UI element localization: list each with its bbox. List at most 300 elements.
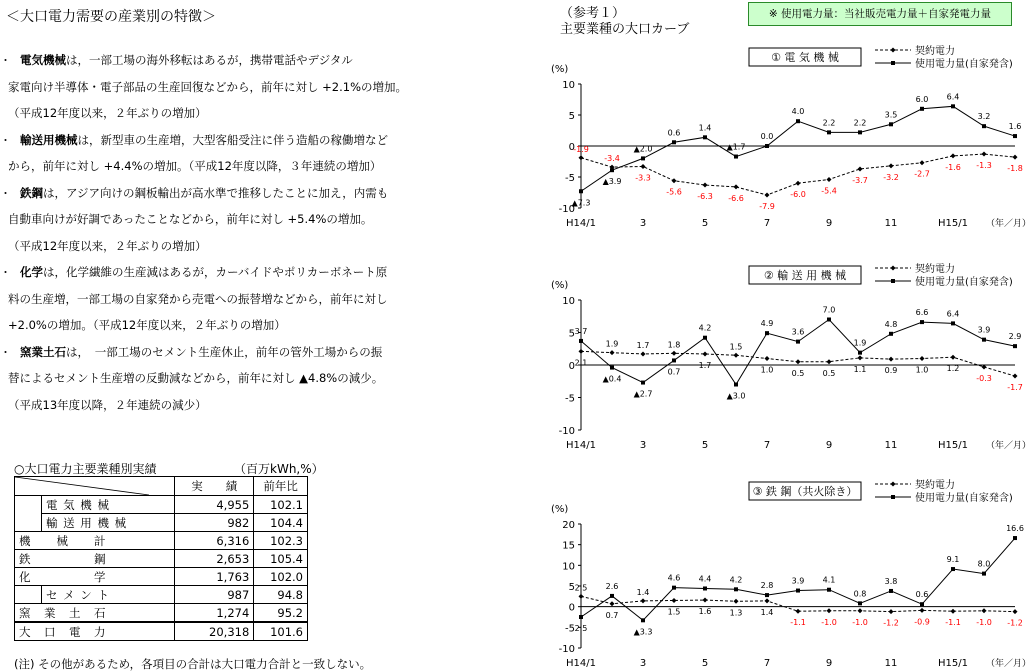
table-note: (注) その他があるため，各項目の合計は大口電力合計と一致しない。 (14, 657, 372, 671)
contract-data-label: -1.2 (883, 618, 899, 628)
table-row (15, 568, 308, 586)
contract-point (796, 181, 801, 186)
usage-point (703, 336, 707, 340)
usage-data-label: 4.8 (884, 319, 898, 329)
paragraph-line (0, 264, 388, 280)
x-axis-label: （年／月） (985, 441, 1031, 451)
contract-point (920, 608, 925, 613)
row-value: 1,274 (175, 604, 254, 623)
paragraph-line (0, 344, 383, 360)
chart-electrical-machinery (545, 44, 1034, 242)
usage-data-label: 4.2 (729, 575, 743, 585)
diagonal-line (15, 477, 149, 495)
usage-data-label: 0.7 (667, 367, 681, 377)
usage-point (672, 586, 676, 590)
contract-point (796, 359, 801, 364)
row-label: 電 気 機 械 (42, 496, 175, 514)
usage-point (641, 156, 645, 160)
y-tick-label: 10 (562, 561, 575, 573)
x-tick-label: H15/1 (938, 218, 968, 229)
usage-point (765, 144, 769, 148)
row-label: 大 口 電 力 (15, 622, 175, 641)
contract-data-label: -1.0 (852, 617, 868, 627)
usage-data-label: 4.0 (791, 107, 805, 117)
legend-usage-label: 使用電力量(自家発含) (915, 277, 1013, 288)
usage-point (610, 594, 614, 598)
usage-point (920, 320, 924, 324)
x-tick-label: H14/1 (566, 218, 596, 229)
paragraph-line (8, 397, 207, 413)
x-tick-label: 9 (825, 658, 833, 669)
contract-data-label: -6.3 (697, 192, 713, 202)
contract-point (641, 598, 646, 603)
row-ratio: 105.4 (254, 550, 308, 568)
contract-point (920, 160, 925, 165)
row-value: 1,763 (175, 568, 254, 586)
legend-contract-label: 契約電力 (915, 480, 955, 491)
contract-point (672, 351, 677, 356)
x-tick-label: 11 (884, 658, 898, 669)
row-ratio: 102.3 (254, 532, 308, 550)
usage-point (920, 107, 924, 111)
y-tick-label: -5 (565, 623, 575, 635)
y-tick-label: -10 (558, 426, 575, 437)
paragraph-text: から，前年に対し +4.4%の増加。（平成12年度以降，３年連続の増加） (8, 159, 382, 173)
bullet-mark: ・ (0, 186, 11, 200)
indent-cell (15, 586, 42, 604)
usage-point (889, 332, 893, 336)
usage-data-label: 4.6 (667, 573, 681, 583)
x-tick-label: 5 (701, 218, 709, 229)
x-tick-label: 11 (884, 440, 898, 451)
contract-point (765, 192, 770, 197)
row-label: セ メ ン ト (42, 586, 175, 604)
usage-point (858, 130, 862, 134)
paragraphs (0, 52, 540, 442)
usage-point (858, 351, 862, 355)
page-title: ＜大口電力需要の産業別の特徴＞ (6, 9, 216, 25)
paragraph-line (8, 291, 388, 307)
header-ratio: 前年比 (254, 477, 308, 496)
usage-point (827, 318, 831, 322)
usage-point (796, 119, 800, 123)
contract-data-label: -3.2 (883, 172, 899, 182)
usage-data-label: 4.9 (760, 319, 774, 329)
contract-point (765, 598, 770, 603)
contract-data-label: -3.3 (635, 173, 651, 183)
usage-data-label: 2.9 (1008, 332, 1022, 342)
usage-point (703, 586, 707, 590)
usage-data-label: 9.1 (946, 555, 960, 565)
legend-usage-label: 使用電力量(自家発含) (915, 59, 1013, 70)
usage-data-label: ▲2.7 (633, 389, 653, 399)
x-tick-label: H15/1 (938, 440, 968, 451)
row-value: 6,316 (175, 532, 254, 550)
usage-data-label: 3.7 (574, 326, 588, 336)
row-ratio: 102.1 (254, 496, 308, 514)
usage-point (1013, 536, 1017, 540)
x-tick-label: 3 (639, 218, 647, 229)
note-badge: ※ 使用電力量：当社販売電力量＋自家発電力量 (748, 2, 1012, 26)
usage-data-label: 0.6 (667, 128, 681, 138)
contract-data-label: -1.6 (945, 162, 961, 172)
usage-data-label: 0.8 (853, 589, 867, 599)
usage-data-label: 1.9 (853, 338, 867, 348)
chart-title: ② 輸 送 用 機 械 (763, 269, 847, 282)
contract-point (889, 163, 894, 168)
chart-steel (545, 478, 1034, 672)
x-tick-label: 9 (825, 218, 833, 229)
chart-transport-machinery (545, 262, 1034, 458)
y-tick-label: -10 (558, 644, 575, 655)
table-row (15, 496, 308, 514)
paragraph-text: （平成13年度以降，２年連続の減少） (8, 397, 207, 412)
contract-point (796, 609, 801, 614)
contract-data-label: 0.5 (822, 368, 836, 378)
contract-point (951, 609, 956, 614)
usage-data-label: 6.0 (915, 94, 929, 104)
paragraph-text: は，新型車の生産増，大型客船受注に伴う造船の稼働増など (77, 132, 388, 147)
table-row (15, 514, 308, 532)
contract-point (579, 594, 584, 599)
row-label: 窯 業 土 石 (15, 604, 175, 623)
y-tick-label: 0 (568, 602, 575, 614)
usage-point (641, 381, 645, 385)
usage-point (796, 589, 800, 593)
contract-point (1013, 609, 1018, 614)
header-value: 実 績 (175, 477, 254, 496)
table-row (15, 586, 308, 604)
usage-point (982, 338, 986, 342)
indent-cell (15, 496, 42, 514)
legend-usage-marker (891, 279, 895, 283)
x-tick-label: 3 (639, 440, 647, 451)
usage-point (1013, 344, 1017, 348)
usage-point (827, 130, 831, 134)
contract-data-label: 1.4 (636, 587, 650, 597)
usage-data-label: 2.6 (605, 581, 619, 591)
paragraph-line (8, 79, 407, 95)
row-label: 鉄 鋼 (15, 550, 175, 568)
contract-point (920, 356, 925, 361)
contract-data-label: -3.4 (604, 154, 620, 164)
x-tick-label: H14/1 (566, 440, 596, 451)
usage-data-label: 2.5 (574, 624, 588, 633)
row-value: 987 (175, 586, 254, 604)
contract-data-label: -1.0 (976, 617, 992, 627)
row-ratio: 104.4 (254, 514, 308, 532)
x-tick-label: 7 (763, 658, 771, 669)
y-tick-label: -5 (565, 393, 575, 405)
chart-title: ③ 鉄 鋼（共火除き） (752, 485, 858, 498)
contract-data-label: 1.0 (760, 365, 774, 375)
usage-point (1013, 134, 1017, 138)
industry-name: 化学 (20, 265, 43, 279)
contract-point (951, 355, 956, 360)
contract-data-label: -0.3 (976, 373, 992, 383)
usage-point (951, 104, 955, 108)
y-tick-label: 10 (562, 296, 575, 307)
charts-subtitle: 主要業種の大口カーブ (560, 22, 690, 37)
usage-point (920, 602, 924, 606)
usage-point (734, 587, 738, 591)
usage-data-label: 3.9 (977, 325, 991, 335)
table-caption: ○大口電力主要業種別実績 (14, 462, 157, 476)
y-tick-label: 0 (568, 361, 575, 372)
contract-data-label: -1.1 (790, 618, 806, 628)
usage-data-label: 0.0 (760, 132, 774, 141)
x-tick-label: 11 (884, 218, 898, 229)
industry-name: 電気機械 (20, 53, 66, 67)
legend-contract-marker (891, 482, 896, 487)
row-ratio: 94.8 (254, 586, 308, 604)
contract-point (579, 155, 584, 160)
paragraph-text: は，一部工場の海外移転はあるが，携帯電話やデジタル (66, 53, 353, 67)
table-row (15, 550, 308, 568)
paragraph-line (8, 211, 372, 227)
usage-data-label: ▲7.3 (571, 198, 591, 208)
usage-data-label: 3.6 (791, 327, 805, 337)
y-tick-label: 20 (562, 520, 575, 531)
paragraph-text: は，アジア向けの鋼板輸出が高水準で推移したことに加え，内需も (43, 185, 389, 200)
paragraph-line (8, 105, 207, 121)
contract-point (889, 609, 894, 614)
usage-point (734, 155, 738, 159)
row-ratio: 101.6 (254, 622, 308, 641)
contract-point (827, 177, 832, 182)
contract-data-label: -1.3 (976, 161, 992, 171)
contract-data-label: -0.9 (914, 617, 930, 627)
contract-data-label: -1.7 (1007, 383, 1023, 393)
contract-point (1013, 155, 1018, 160)
usage-data-label: 3.9 (791, 576, 805, 586)
paragraph-line (8, 158, 381, 174)
contract-data-label: -6.0 (790, 190, 806, 200)
contract-point (1013, 374, 1018, 379)
usage-point (858, 601, 862, 605)
contract-data-label: 1.1 (853, 364, 867, 374)
paragraph-text: （平成12年度以来，２年ぶりの増加） (8, 106, 207, 120)
paragraph-line (8, 238, 207, 254)
contract-point (827, 608, 832, 613)
usage-data-label: ▲3.3 (633, 627, 653, 637)
x-tick-label: 9 (825, 440, 833, 451)
paragraph-text: 家電向け半導体・電子部品の生産回復などから，前年に対し +2.1%の増加。 (8, 79, 408, 94)
usage-data-label: 1.4 (698, 123, 712, 133)
contract-point (858, 166, 863, 171)
row-value: 4,955 (175, 496, 254, 514)
usage-data-label: 4.1 (822, 575, 836, 585)
contract-data-label: 1.9 (605, 339, 619, 349)
industry-name: 輸送用機械 (20, 132, 78, 147)
contract-data-label: 1.2 (946, 364, 960, 374)
usage-data-label: ▲3.0 (726, 391, 746, 401)
usage-point (765, 331, 769, 335)
usage-data-label: 2.8 (760, 581, 774, 591)
row-ratio: 95.2 (254, 604, 308, 623)
usage-point (641, 618, 645, 622)
y-tick-label: 5 (568, 328, 575, 340)
indent-cell (15, 514, 42, 532)
table-header-row (15, 477, 308, 496)
contract-data-label: -6.6 (728, 193, 744, 203)
contract-point (889, 357, 894, 362)
usage-data-label: 6.4 (946, 309, 960, 319)
row-value: 982 (175, 514, 254, 532)
legend-usage-marker (891, 61, 895, 65)
usage-data-label: 8.0 (977, 559, 991, 569)
contract-point (610, 350, 615, 355)
usage-point (796, 340, 800, 344)
paragraph-line (0, 132, 388, 148)
paragraph-text: は， 一部工場のセメント生産休止，前年の管外工場からの振 (66, 344, 383, 359)
contract-point (703, 183, 708, 188)
usage-data-label: 2.2 (853, 118, 867, 128)
contract-data-label: 1.8 (667, 340, 681, 350)
contract-data-label: 1.3 (729, 608, 743, 618)
legend-contract-marker (891, 48, 896, 53)
contract-point (703, 351, 708, 356)
usage-data-label: 2.2 (822, 118, 836, 128)
results-table (14, 476, 308, 641)
contract-point (610, 601, 615, 606)
contract-data-label: -1.8 (1007, 164, 1023, 174)
usage-point (889, 589, 893, 593)
contract-data-label: -7.9 (759, 201, 775, 211)
contract-point (734, 599, 739, 604)
contract-data-label: -2.7 (914, 169, 930, 179)
contract-data-label: 1.7 (698, 360, 712, 370)
contract-point (734, 184, 739, 189)
row-value: 20,318 (175, 622, 254, 641)
x-tick-label: 5 (701, 658, 709, 669)
row-label: 機 械 計 (15, 532, 175, 550)
usage-data-label: 6.6 (915, 308, 929, 318)
usage-data-label: 4.2 (698, 323, 712, 333)
usage-point (672, 140, 676, 144)
contract-data-label: 2.5 (574, 583, 588, 593)
table-corner-cell (15, 477, 175, 496)
contract-point (703, 598, 708, 603)
row-label: 輸 送 用 機 械 (42, 514, 175, 532)
usage-data-label: 4.4 (698, 574, 712, 584)
industry-name: 窯業土石 (20, 344, 66, 359)
usage-point (610, 366, 614, 370)
bullet-mark: ・ (0, 54, 11, 67)
y-tick-label: 5 (568, 111, 575, 122)
paragraph-line (8, 370, 383, 386)
usage-data-label: 3.2 (977, 112, 991, 122)
usage-point (579, 615, 583, 619)
paragraph-text: 替によるセメント生産増の反動減などから，前年に対し ▲4.8%の減少。 (8, 371, 384, 385)
contract-data-label: 1.0 (915, 365, 929, 375)
row-value: 2,653 (175, 550, 254, 568)
legend-contract-label: 契約電力 (915, 264, 955, 275)
table-unit: （百万kWh,%） (234, 462, 324, 476)
paragraph-line (0, 185, 389, 201)
contract-data-label: 0.7 (605, 610, 619, 620)
y-axis-label: (%) (551, 280, 569, 291)
bullet-mark: ・ (0, 133, 11, 147)
contract-point (734, 353, 739, 358)
usage-data-label: 0.6 (915, 590, 929, 600)
y-tick-label: 10 (562, 80, 575, 91)
contract-point (827, 359, 832, 364)
table-row (15, 622, 308, 641)
contract-data-label: 1.5 (667, 607, 681, 617)
usage-point (951, 567, 955, 571)
usage-data-label: 3.5 (884, 110, 898, 120)
usage-point (579, 339, 583, 343)
usage-point (672, 358, 676, 362)
y-tick-label: 15 (562, 540, 575, 552)
paragraph-line (8, 317, 286, 333)
contract-data-label: -1.0 (821, 617, 837, 627)
y-axis-label: (%) (551, 504, 569, 515)
usage-point (982, 124, 986, 128)
paragraph-text: は，化学繊維の生産減はあるが，カーバイドやポリカーボネート原 (43, 265, 388, 279)
x-tick-label: 7 (763, 218, 771, 229)
usage-data-label: 16.6 (1006, 524, 1024, 534)
usage-point (889, 122, 893, 126)
contract-point (982, 152, 987, 157)
contract-data-label: 1.6 (698, 607, 712, 617)
contract-point (641, 164, 646, 169)
table-row (15, 532, 308, 550)
bullet-mark: ・ (0, 266, 11, 279)
legend-usage-label: 使用電力量(自家発含) (915, 493, 1013, 504)
contract-point (641, 351, 646, 356)
usage-point (734, 383, 738, 387)
y-tick-label: -5 (565, 173, 575, 184)
usage-point (951, 321, 955, 325)
usage-data-label: ▲3.9 (602, 177, 622, 187)
contract-data-label: 1.7 (636, 340, 650, 350)
reference-label: （参考１） (560, 6, 626, 21)
contract-point (579, 349, 584, 354)
y-tick-label: 0 (568, 142, 575, 153)
usage-point (827, 588, 831, 592)
contract-data-label: -3.7 (852, 175, 868, 185)
contract-point (982, 608, 987, 613)
y-tick-label: 5 (568, 582, 575, 593)
contract-data-label: -5.4 (821, 186, 837, 196)
legend-contract-marker (891, 266, 896, 271)
contract-data-label: -1.2 (1007, 618, 1023, 628)
chart-title: ① 電 気 機 械 (771, 51, 839, 64)
x-tick-label: H15/1 (938, 658, 968, 669)
x-axis-label: （年／月） (985, 219, 1031, 229)
row-ratio: 102.0 (254, 568, 308, 586)
paragraph-text: +2.0%の増加。（平成12年度以来，２年ぶりの増加） (8, 318, 286, 332)
x-tick-label: 7 (763, 440, 771, 451)
contract-data-label: -5.6 (666, 187, 682, 197)
paragraph-text: 自動車向けが好調であったことなどから，前年に対し +5.4%の増加。 (8, 212, 373, 226)
contract-point (858, 608, 863, 613)
legend-contract-label: 契約電力 (915, 46, 955, 57)
legend-usage-marker (891, 495, 895, 499)
contract-point (951, 153, 956, 158)
usage-point (703, 135, 707, 139)
bullet-mark: ・ (0, 345, 11, 359)
contract-data-label: 0.5 (791, 368, 805, 378)
usage-point (579, 189, 583, 193)
usage-data-label: 6.4 (946, 92, 960, 102)
paragraph-text: 料の生産増，一部工場の自家発から売電への振替増などから，前年に対し (8, 291, 388, 306)
usage-point (610, 168, 614, 172)
contract-point (858, 355, 863, 360)
table-row (15, 604, 308, 623)
